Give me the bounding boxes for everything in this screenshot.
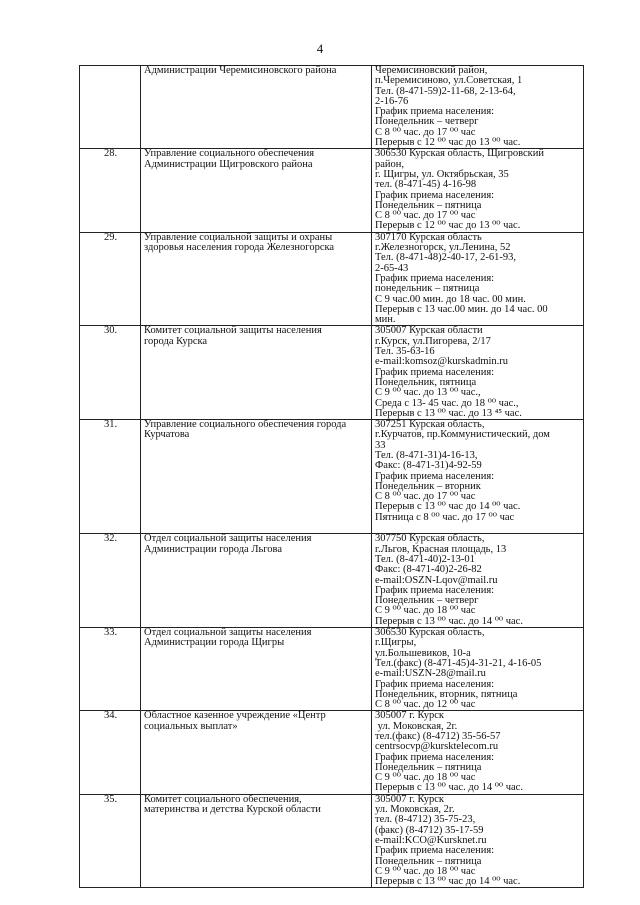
contact-line: С 9 ⁰⁰ час. до 18 ⁰⁰ час <box>375 605 476 617</box>
contact-line: e-mail:komsoz@kurskadmin.ru <box>375 356 509 368</box>
contact-line: С 9 ⁰⁰ час. до 18 ⁰⁰ час <box>375 865 476 877</box>
organization-name-line: здоровья населения города Железногорска <box>144 242 335 254</box>
contact-line: 307750 Курская область, <box>375 533 485 545</box>
contact-line: 305007 г. Курск <box>375 793 444 805</box>
contact-line: Пятница с 8 ⁰⁰ час. до 17 ⁰⁰ час <box>375 511 515 523</box>
organization-name-line: Отдел социальной защиты населения <box>144 627 312 639</box>
contact-line: тел. (8-4712) 35-75-23, <box>375 814 476 826</box>
contact-line <box>375 523 581 533</box>
table-row <box>80 66 584 149</box>
contact-line: Перерыв с 12 ⁰⁰ час до 13 ⁰⁰ час. <box>375 137 521 149</box>
row-number: 33. <box>80 628 141 711</box>
contact-line: Перерыв с 13 час.00 мин. до 14 час. 00 <box>375 303 548 315</box>
contact-line: тел. (8-471-45) 4-16-98 <box>375 179 477 191</box>
contact-details <box>372 534 584 628</box>
contact-line: Среда с 13- 45 час. до 18 ⁰⁰ час., <box>375 397 519 409</box>
row-number: 31. <box>80 420 141 534</box>
contact-line: г. Щигры, ул. Октябрьская, 35 <box>375 168 509 180</box>
contact-line: Понедельник, вторник, пятница <box>375 688 518 700</box>
organization-name-line: Курчатова <box>144 429 190 441</box>
contact-line: Черемисиновский район, <box>375 65 488 76</box>
row-number: 28. <box>80 149 141 232</box>
organization-name <box>141 232 372 326</box>
table-row <box>80 794 584 888</box>
contact-line: centrsocvp@kursktelecom.ru <box>375 741 499 753</box>
row-number: 29. <box>80 232 141 326</box>
contact-line: График приема населения: <box>375 845 495 857</box>
contact-line: Перерыв с 12 ⁰⁰ час до 13 ⁰⁰ час. <box>375 220 521 232</box>
contact-line: Понедельник – четверг <box>375 595 479 607</box>
contact-line: Факс: (8-471-40)2-26-82 <box>375 564 482 576</box>
contact-line: 307251 Курская область, <box>375 419 485 431</box>
contact-line: e-mail:USZN-28@mail.ru <box>375 668 486 680</box>
contact-line: 306530 Курская область, Щигровский <box>375 148 544 160</box>
organization-name <box>141 149 372 232</box>
contact-line: г.Щигры, <box>375 637 417 649</box>
table-row <box>80 232 584 326</box>
contact-line: Понедельник – вторник <box>375 480 481 492</box>
contact-line: Перерыв с 13 ⁰⁰ час. до 14 ⁰⁰ час. <box>375 615 523 627</box>
contact-line: (факс) (8-4712) 35-17-59 <box>375 824 484 836</box>
page-number: 4 <box>316 41 324 56</box>
organization-name-line: Комитет социального обеспечения, <box>144 793 302 805</box>
contact-line: График приема населения: <box>375 751 495 763</box>
row-number <box>80 66 141 149</box>
organization-name-line: Администрации города Щигры <box>144 637 285 649</box>
organization-name-line: Областное казенное учреждение «Центр <box>144 710 326 722</box>
contact-line: Тел. (8-471-48)2-40-17, 2-61-93, <box>375 252 517 264</box>
row-number: 35. <box>80 794 141 888</box>
contact-line: e-mail:OSZN-Lqov@mail.ru <box>375 574 498 586</box>
contact-line: С 8 ⁰⁰ час. до 17 ⁰⁰ час <box>375 491 476 503</box>
contact-line: Перерыв с 13 ⁰⁰ час до 14 ⁰⁰ час. <box>375 501 521 513</box>
contact-line: С 8 ⁰⁰ час. до 17 ⁰⁰ час <box>375 210 476 222</box>
contact-line: С 8 ⁰⁰ час. до 12 ⁰⁰ час <box>375 699 476 711</box>
contact-line: Тел.(факс) (8-471-45)4-31-21, 4-16-05 <box>375 657 542 669</box>
contact-line: г.Курчатов, пр.Коммунистический, дом <box>375 429 550 441</box>
contact-line: 307170 Курская область <box>375 231 482 243</box>
records-table <box>79 65 584 888</box>
contact-line: тел.(факс) (8-4712) 35-56-57 <box>375 731 501 742</box>
organization-name-line: социальных выплат» <box>144 720 238 732</box>
contact-line: Тел. (8-471-31)4-16-13, <box>375 449 478 461</box>
contact-line: Понедельник – четверг <box>375 116 479 128</box>
contact-details <box>372 232 584 326</box>
contact-line: График приема населения: <box>375 272 495 284</box>
contact-line: С 8 ⁰⁰ час. до 17 ⁰⁰ час <box>375 126 476 138</box>
contact-line: 2-65-43 <box>375 262 409 274</box>
organization-name-line: Администрации города Льгова <box>144 543 283 555</box>
contact-line: 305007 г. Курск <box>375 710 444 722</box>
contact-line: Перерыв с 13 ⁰⁰ час. до 13 ⁴⁵ час. <box>375 407 522 419</box>
contact-line: 33 <box>375 439 386 451</box>
contact-line: График приема населения: <box>375 470 495 482</box>
table-row <box>80 711 584 794</box>
organization-name <box>141 534 372 628</box>
organization-name-line: материнства и детства Курской области <box>144 804 321 816</box>
contact-line: График приема населения: <box>375 106 495 118</box>
contact-line: График приема населения: <box>375 189 495 201</box>
contact-line: район, <box>375 158 405 170</box>
organization-name-line: Администрации Черемисиновского района <box>144 65 337 76</box>
contact-details <box>372 149 584 232</box>
contact-line: 305007 Курская области <box>375 325 483 337</box>
table-row <box>80 149 584 232</box>
contact-details <box>372 66 584 149</box>
organization-name <box>141 66 372 149</box>
organization-name-line: Отдел социальной защиты населения <box>144 533 312 545</box>
organization-name <box>141 326 372 420</box>
contact-line: г.Железногорск, ул.Ленина, 52 <box>375 242 511 254</box>
contact-line: e-mail:KCO@Kursknet.ru <box>375 834 487 846</box>
contact-details <box>372 326 584 420</box>
contact-line: ул. Моковская, 2г. <box>375 804 455 816</box>
contact-line: С 9 час.00 мин. до 18 час. 00 мин. <box>375 293 526 305</box>
contact-line: Понедельник – пятница <box>375 855 482 867</box>
organization-name <box>141 420 372 534</box>
contact-line: Понедельник, пятница <box>375 376 477 388</box>
contact-line: Перерыв с 13 ⁰⁰ час. до 14 ⁰⁰ час. <box>375 782 523 794</box>
table-row <box>80 420 584 534</box>
contact-line: С 9 ⁰⁰ час. до 18 ⁰⁰ час <box>375 772 476 784</box>
organization-name-line: Администрации Щигровского района <box>144 158 313 170</box>
contact-line: График приема населения: <box>375 678 495 690</box>
contact-line: Понедельник – пятница <box>375 199 482 211</box>
organization-name <box>141 794 372 888</box>
contact-details <box>372 711 584 794</box>
organization-name-line: Управление социальной защиты и охраны <box>144 231 333 243</box>
organization-name-line: Управление социального обеспечения города <box>144 419 347 431</box>
organization-name-line: Управление социального обеспечения <box>144 148 315 160</box>
contact-line: Тел. (8-471-59)2-11-68, 2-13-64, <box>375 85 516 97</box>
table-row <box>80 326 584 420</box>
organization-name <box>141 711 372 794</box>
contact-line: Тел. (8-471-40)2-13-01 <box>375 553 475 565</box>
table-row <box>80 534 584 628</box>
contact-line: Понедельник – пятница <box>375 761 482 773</box>
contact-line: п.Черемисиново, ул.Советская, 1 <box>375 75 523 87</box>
organization-name <box>141 628 372 711</box>
contact-line: ул.Большевиков, 10-а <box>375 647 471 659</box>
table-row <box>80 628 584 711</box>
contact-details <box>372 420 584 534</box>
row-number: 32. <box>80 534 141 628</box>
row-number: 34. <box>80 711 141 794</box>
contact-details <box>372 628 584 711</box>
contact-details <box>372 794 584 888</box>
contact-line: Тел. 35-63-16 <box>375 346 435 358</box>
contact-line: ул. Моковская, 2г. <box>375 720 458 732</box>
contact-line: График приема населения: <box>375 584 495 596</box>
row-number: 30. <box>80 326 141 420</box>
records-table-body <box>80 66 584 888</box>
contact-line: С 9 ⁰⁰ час. до 13 ⁰⁰ час., <box>375 387 481 399</box>
contact-line: мин. <box>375 314 396 326</box>
contact-line: График приема населения: <box>375 366 495 378</box>
organization-name-line: Комитет социальной защиты населения <box>144 325 322 337</box>
contact-line: г.Курск, ул.Пигорева, 2/17 <box>375 335 491 347</box>
contact-line: 2-16-76 <box>375 95 409 107</box>
contact-line: 306530 Курская область, <box>375 627 485 639</box>
contact-line: Перерыв с 13 ⁰⁰ час до 14 ⁰⁰ час. <box>375 876 521 888</box>
organization-name-line: города Курска <box>144 335 208 347</box>
contact-line: понедельник – пятница <box>375 283 480 295</box>
contact-line: г.Льгов, Красная площадь, 13 <box>375 543 507 555</box>
contact-line: Факс: (8-471-31)4-92-59 <box>375 460 482 472</box>
